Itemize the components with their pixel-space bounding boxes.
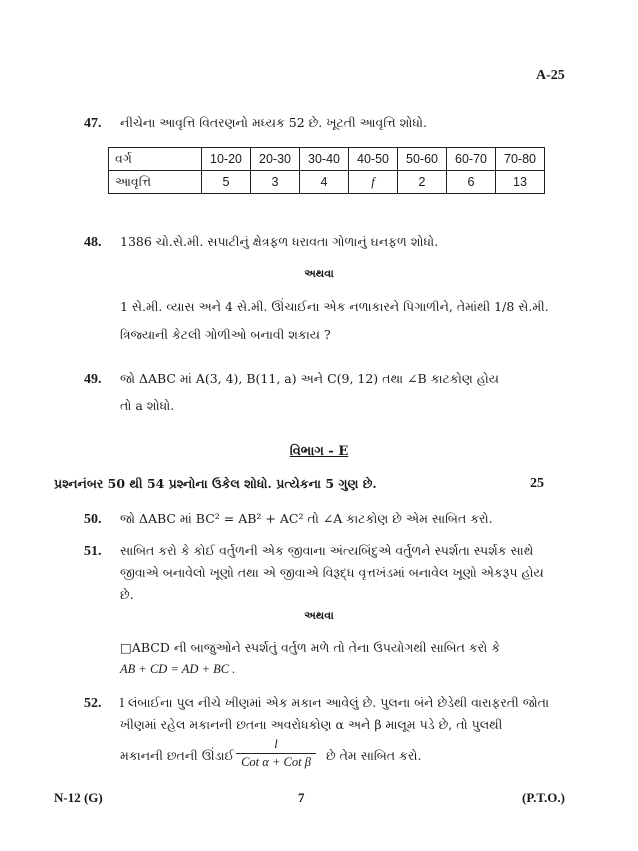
table-cell: 10-20 [202, 148, 251, 171]
question-text: સાબિત કરો કે કોઈ વર્તુળની એક જીવાના અંત્યબિંદુએ વર્તુળને સ્પર્શતા સ્પર્શક સાથે [120, 543, 534, 558]
table-header-cell: વર્ગ [109, 148, 202, 171]
question-text: નીચેના આવૃત્તિ વિતરણનો મધ્યક 52 છે. ખૂટતી આવૃત્તિ શોધો. [120, 115, 428, 130]
question-text: ત્રિજ્યાની કેટલી ગોળીઓ બનાવી શકાય ? [120, 327, 331, 342]
question-text: ખીણમાં રહેલ મકાનની છતના અવરોધકોણ α અને β માલૂમ પડે છે, તો પુલથી [120, 717, 503, 732]
section-title: વિભાગ - E [289, 444, 349, 459]
table-header-cell: આવૃત્તિ [109, 171, 202, 194]
table-cell: 6 [447, 171, 496, 194]
table-cell: 20-30 [251, 148, 300, 171]
footer-code: N-12 (G) [54, 790, 103, 805]
table-cell: 50-60 [398, 148, 447, 171]
question-text: l લંબાઈના પુલ નીચે ખીણમાં એક મકાન આવેલું છે. પુલના બંને છેડેથી વારાફરતી જોતા [120, 695, 550, 710]
table-cell: 70-80 [496, 148, 545, 171]
question-text: 1 સે.મી. વ્યાસ અને 4 સે.મી. ઊંચાઈના એક નળાકારને પિગાળીને, તેમાંથી 1/8 સે.મી. [120, 299, 549, 314]
table-row [109, 148, 545, 171]
question-text: જો ΔABC માં BC² = AB² + AC² તો ∠A કાટકોણ છે એમ સાબિત કરો. [120, 511, 493, 526]
question-number: 50. [84, 512, 102, 527]
question-number: 48. [84, 235, 102, 250]
question-text: જીવાએ બનાવેલો ખૂણો તથા એ જીવાએ વિરૂદ્ધ વૃત્તખંડમાં બનાવેલ ખૂણો એકરૂપ હોય [120, 565, 544, 580]
question-text: જો ΔABC માં A(3, 4), B(11, a) અને C(9, 12) તથા ∠B કાટકોણ હોય [120, 371, 499, 386]
question-number: 49. [84, 372, 102, 387]
table-cell: 5 [202, 171, 251, 194]
section-marks: 25 [530, 476, 544, 491]
page-number: 7 [298, 790, 305, 805]
table-cell: 13 [496, 171, 545, 194]
table-cell: 3 [251, 171, 300, 194]
pto-label: (P.T.O.) [522, 790, 565, 805]
page-code: A-25 [536, 68, 565, 83]
question-text: છે. [120, 587, 134, 602]
or-separator: અથવા [304, 267, 334, 280]
question-number: 52. [84, 696, 102, 711]
table-cell: 40-50 [349, 148, 398, 171]
frequency-table [108, 147, 545, 194]
fraction-numerator: l [236, 737, 316, 754]
table-cell: 30-40 [300, 148, 349, 171]
question-text: 1386 ચો.સે.મી. સપાટીનું ક્ષેત્રફળ ધરાવતા ગોળાનું ઘનફળ શોધો. [120, 234, 439, 249]
fraction-denominator: Cot α + Cot β [241, 755, 311, 769]
question-text: મકાનની છતની ઊંડાઈ [120, 748, 235, 763]
or-separator: અથવા [304, 609, 334, 622]
question-text: AB + CD = AD + BC . [120, 662, 236, 676]
table-cell: f [349, 171, 398, 194]
question-number: 47. [84, 116, 102, 131]
fraction [236, 737, 316, 770]
question-text: □ABCD ની બાજુઓને સ્પર્શતું વર્તુળ મળે તો તેના ઉપયોગથી સાબિત કરો કે [120, 640, 501, 655]
table-cell: 2 [398, 171, 447, 194]
section-instructions: પ્રશ્નનંબર 50 થી 54 પ્રશ્નોના ઉકેલ શોધો. પ્રત્યેકના 5 ગુણ છે. [54, 476, 377, 491]
table-cell: 60-70 [447, 148, 496, 171]
question-text: છે તેમ સાબિત કરો. [326, 748, 422, 763]
table-cell: 4 [300, 171, 349, 194]
question-number: 51. [84, 544, 102, 559]
question-text: તો a શોધો. [120, 398, 175, 413]
table-row [109, 171, 545, 194]
